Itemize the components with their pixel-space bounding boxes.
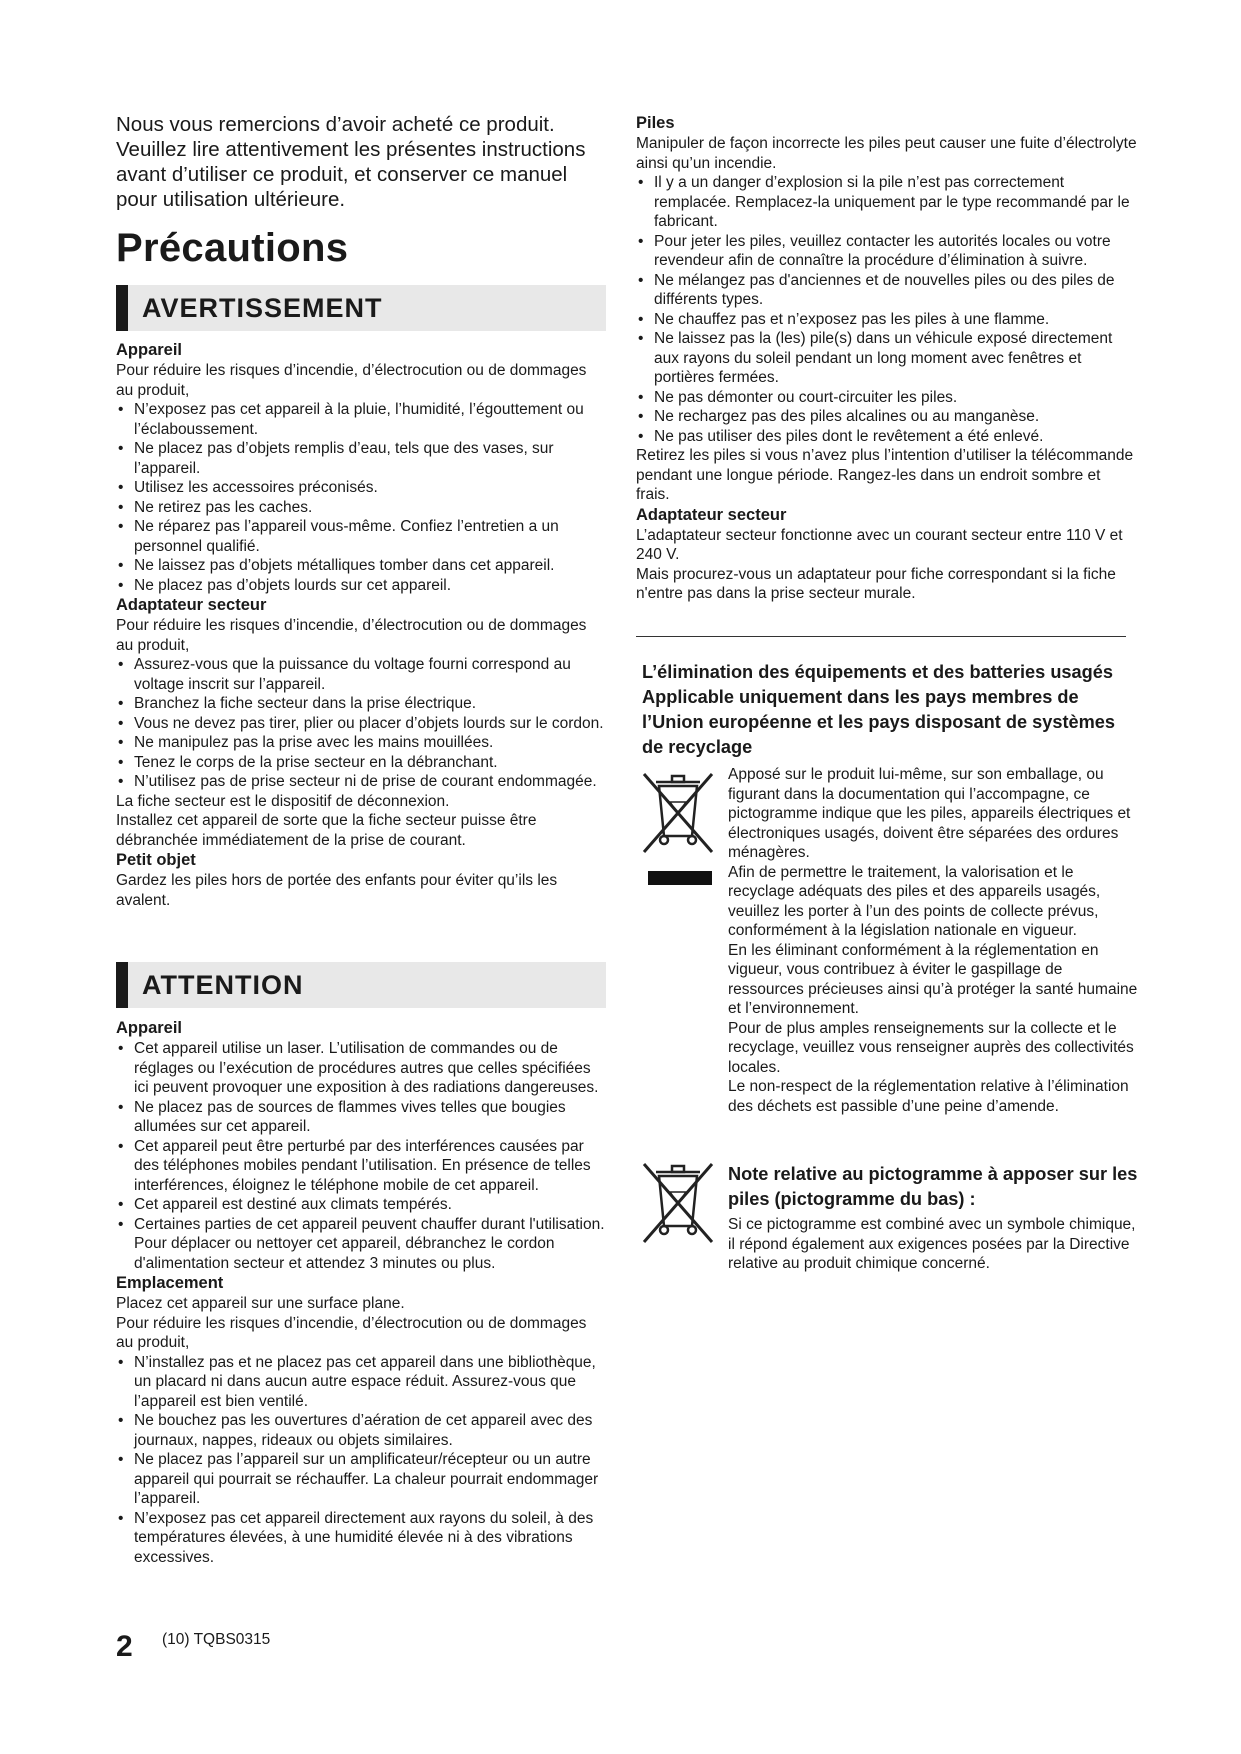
- list-item: • Cet appareil utilise un laser. L’utilisation de commandes ou de réglages ou l’exécution de procédures autres que celles spécifiées ici peuvent provoquer une exposition à des radiations dangereuses.: [116, 1039, 606, 1098]
- document-code: (10) TQBS0315: [162, 1631, 271, 1648]
- list-item: • Ne rechargez pas des piles alcalines ou au manganèse.: [636, 407, 1138, 427]
- crossed-out-bin-icon: [640, 768, 716, 856]
- banner-bar: [116, 285, 128, 331]
- list-item: • Ne placez pas de sources de flammes vives telles que bougies allumées sur cet appareil.: [116, 1098, 606, 1137]
- adaptateur-outro-1: La fiche secteur est le dispositif de déconnexion.: [116, 792, 450, 810]
- piles-outro: Retirez les piles si vous n’avez plus l’intention d’utiliser la télécommande pendant une longue période. Rangez-les dans un endroit sombre et frais.: [636, 447, 1134, 503]
- appareil-heading: Appareil: [116, 341, 183, 359]
- list-item: • N’utilisez pas de prise secteur ni de prise de courant endommagée.: [116, 772, 606, 792]
- list-item: • Ne placez pas l’appareil sur un amplificateur/récepteur ou un autre appareil qui pourrait se réchauffer. La chaleur pourrait endommager l’appareil.: [116, 1450, 606, 1509]
- page-number: 2: [116, 1630, 133, 1663]
- appareil-intro: Pour réduire les risques d’incendie, d’électrocution ou de dommages au produit,: [116, 362, 587, 399]
- warning-section: [116, 340, 606, 910]
- list-item: • Cet appareil est destiné aux climats tempérés.: [116, 1195, 606, 1215]
- caution-banner-label: ATTENTION: [142, 970, 304, 1000]
- note-text: Si ce pictogramme est combiné avec un symbole chimique, il répond également aux exigences posées par la Directive relative au produit chimique concerné.: [728, 1216, 1136, 1272]
- crossed-out-bin-icon: [640, 1158, 716, 1246]
- adaptateur-right-heading: Adaptateur secteur: [636, 505, 787, 524]
- emplacement-heading: Emplacement: [116, 1274, 224, 1292]
- caution-section: [116, 1018, 606, 1567]
- emplacement-intro-2: Pour réduire les risques d’incendie, d’électrocution ou de dommages au produit,: [116, 1314, 587, 1351]
- list-item: • Cet appareil peut être perturbé par des interférences causées par des téléphones mobiles pendant l’utilisation. En présence de telles interférences, éloignez le téléphone mobile de cet appareil.: [116, 1137, 606, 1196]
- list-item: • Ne placez pas d’objets remplis d’eau, tels que des vases, sur l’appareil.: [116, 439, 606, 478]
- note-text-block: [728, 1215, 1140, 1274]
- adaptateur-warning-list: [116, 655, 606, 792]
- adaptateur-heading: Adaptateur secteur: [116, 596, 267, 614]
- recycling-paragraph: Pour de plus amples renseignements sur la collecte et le recyclage, veuillez vous renseigner auprès des collectivités locales.: [728, 1019, 1134, 1076]
- list-item: • Utilisez les accessoires préconisés.: [116, 478, 606, 498]
- adaptateur-right-text-2: Mais procurez-vous un adaptateur pour fiche correspondant si la fiche n'entre pas dans la prise secteur murale.: [636, 565, 1116, 602]
- piles-heading: Piles: [636, 114, 675, 132]
- note-title: Note relative au pictogramme à apposer sur les piles (pictogramme du bas) :: [728, 1164, 1138, 1209]
- list-item: • Ne mélangez pas d'anciennes et de nouvelles piles ou des piles de différents types.: [636, 271, 1138, 310]
- caution-banner: [116, 962, 606, 1008]
- list-item: • Ne réparez pas l’appareil vous-même. Confiez l’entretien a un personnel qualifié.: [116, 517, 606, 556]
- section-divider: [636, 636, 1126, 637]
- list-item: • N’exposez pas cet appareil directement aux rayons du soleil, à des températures élevées, à une humidité élevée ni à des vibrations excessives.: [116, 1509, 606, 1568]
- petit-objet-text: Gardez les piles hors de portée des enfants pour éviter qu’ils les avalent.: [116, 872, 558, 909]
- list-item: • Ne retirez pas les caches.: [116, 498, 606, 518]
- recycling-paragraph: Le non-respect de la réglementation relative à l’élimination des déchets est passible d’une peine d’amende.: [728, 1078, 1129, 1115]
- list-item: • Il y a un danger d’explosion si la pile n’est pas correctement remplacée. Remplacez-la uniquement par le type recommandé par le fabricant.: [636, 173, 1138, 232]
- page-title: Précautions: [116, 226, 349, 270]
- appareil-warning-list: [116, 400, 606, 595]
- list-item: • Ne chauffez pas et n’exposez pas les piles à une flamme.: [636, 310, 1138, 330]
- petit-objet-heading: Petit objet: [116, 851, 196, 869]
- adaptateur-right-text-1: L’adaptateur secteur fonctionne avec un courant secteur entre 110 V et 240 V.: [636, 526, 1123, 563]
- list-item: • Ne bouchez pas les ouvertures d’aération de cet appareil avec des journaux, nappes, rideaux ou objets similaires.: [116, 1411, 606, 1450]
- list-item: • Ne manipulez pas la prise avec les mains mouillées.: [116, 733, 606, 753]
- recycling-text: [728, 765, 1140, 1116]
- adaptateur-outro-2: Installez cet appareil de sorte que la fiche secteur puisse être débranchée immédiatement de la prise de courant.: [116, 812, 537, 849]
- list-item: • Ne laissez pas la (les) pile(s) dans un véhicule exposé directement aux rayons du soleil pendant un long moment avec fenêtres et portières fermées.: [636, 329, 1138, 388]
- warning-banner: [116, 285, 606, 331]
- list-item: • Branchez la fiche secteur dans la prise électrique.: [116, 694, 606, 714]
- list-item: • N’installez pas et ne placez pas cet appareil dans une bibliothèque, un placard ni dans aucun autre espace réduit. Assurez-vous que l’appareil est bien ventilé.: [116, 1353, 606, 1412]
- list-item: • Ne pas utiliser des piles dont le revêtement a été enlevé.: [636, 427, 1138, 447]
- piles-list: [636, 173, 1138, 446]
- appareil-heading: Appareil: [116, 1019, 183, 1037]
- list-item: • Tenez le corps de la prise secteur en la débranchant.: [116, 753, 606, 773]
- adaptateur-intro: Pour réduire les risques d’incendie, d’électrocution ou de dommages au produit,: [116, 617, 587, 654]
- list-item: • Ne pas démonter ou court-circuiter les piles.: [636, 388, 1138, 408]
- emplacement-list: [116, 1353, 606, 1568]
- appareil-caution-list: [116, 1039, 606, 1273]
- list-item: • Pour jeter les piles, veuillez contacter les autorités locales ou votre revendeur afin de connaître la procédure d’élimination à suivre.: [636, 232, 1138, 271]
- list-item: • Vous ne devez pas tirer, plier ou placer d’objets lourds sur le cordon.: [116, 714, 606, 734]
- list-item: • Ne placez pas d’objets lourds sur cet appareil.: [116, 576, 606, 596]
- warning-banner-label: AVERTISSEMENT: [142, 293, 383, 323]
- black-bar-icon: [648, 871, 712, 885]
- recycling-paragraph: Afin de permettre le traitement, la valorisation et le recyclage adéquats des piles et des appareils usagés, veuillez les porter à l’un des points de collecte prévus, conformément à la législation nationale en vigueur.: [728, 863, 1101, 939]
- intro-paragraph: Nous vous remercions d’avoir acheté ce produit. Veuillez lire attentivement les présentes instructions avant d’utiliser ce produit, et conserver ce manuel pour utilisation ultérieure.: [116, 113, 586, 211]
- banner-bar: [116, 962, 128, 1008]
- list-item: • Assurez-vous que la puissance du voltage fourni correspond au voltage inscrit sur l’appareil.: [116, 655, 606, 694]
- recycling-title: L’élimination des équipements et des batteries usagés Applicable uniquement dans les pays membres de l’Union européenne et les pays disposant de systèmes de recyclage: [642, 662, 1116, 757]
- emplacement-intro-1: Placez cet appareil sur une surface plane.: [116, 1295, 405, 1312]
- list-item: • Ne laissez pas d’objets métalliques tomber dans cet appareil.: [116, 556, 606, 576]
- piles-intro: Manipuler de façon incorrecte les piles peut causer une fuite d’électrolyte ainsi qu’un incendie.: [636, 135, 1137, 172]
- recycling-paragraph: Apposé sur le produit lui-même, sur son emballage, ou figurant dans la documentation qui l’accompagne, ce pictogramme indique que les piles, appareils électriques et électroniques usagés, doivent être séparées des ordures ménagères.: [728, 766, 1131, 861]
- list-item: • Certaines parties de cet appareil peuvent chauffer durant l'utilisation. Pour déplacer ou nettoyer cet appareil, débranchez le cordon d'alimentation secteur et attendez 3 minutes ou plus.: [116, 1215, 606, 1274]
- list-item: • N’exposez pas cet appareil à la pluie, l’humidité, l’égouttement ou l’éclaboussement.: [116, 400, 606, 439]
- recycling-paragraph: En les éliminant conformément à la réglementation en vigueur, vous contribuez à éviter le gaspillage de ressources précieuses ainsi qu’à protéger la santé humaine et l’environnement.: [728, 941, 1138, 1017]
- piles-section: [636, 113, 1138, 604]
